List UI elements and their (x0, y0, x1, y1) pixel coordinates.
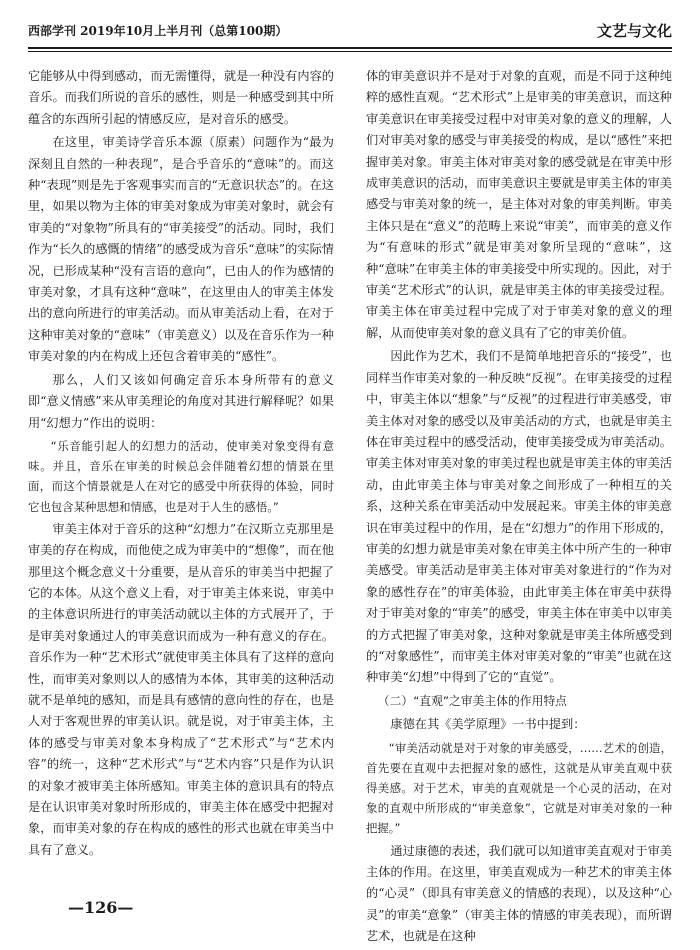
page-header (28, 18, 672, 44)
block-quote: “乐音能引起人的幻想力的活动，使审美对象变得有意味。并且，音乐在审美的时候总会伴随着幻想的情景在里面，而这个情景就是人在对它的感受中所获得的体验，同时它也包含某种思想和情感，也是对于人生的感悟。” (28, 438, 334, 514)
paragraph: 康德在其《美学原理》一书中提到： (390, 717, 586, 732)
paragraph: 那么，人们又该如何确定音乐本身所带有的意义即“意义情感”来从审美理论的角度对其进行解释呢？如果用“幻想力”作出的说明： (28, 372, 334, 430)
header-rule-thick (28, 47, 672, 49)
section-title: 文艺与文化 (596, 22, 672, 40)
block-quote: “审美活动就是对于对象的审美感受，……艺术的创造，首先要在直观中去把握对象的感性，这就是从审美直观中获得美感。对于艺术，审美的直观就是一个心灵的活动，在对象的直观中所形成的“审美意象”，它就是对审美对象的一种把握。” (366, 740, 672, 836)
left-column (28, 66, 334, 886)
journal-info: 西部学刊 2019年10月上半月刊（总第100期） (28, 24, 288, 38)
right-column (366, 66, 672, 944)
paragraph: 通过康德的表述，我们就可以知道审美直观对于审美主体的作用。在这里，审美直观成为一种艺术的审美主体的“心灵”（即具有审美意义的情感的表现），以及这种“心灵”的审美“意象”（审美主体的情感的审美表现），而所谓艺术，也就是在这种 (366, 843, 672, 944)
paragraph: 因此作为艺术，我们不是简单地把音乐的“接受”，也同样当作审美对象的一种反映“反视”。在审美接受的过程中，审美主体以“想象”与“反视”的过程进行审美感受，审美主体对对象的感受以及审美活动的方式，也就是审美主体在审美过程中的感受活动，使审美接受成为审美活动。审美主体对审美对象的审美过程也就是审美主体的审美活动，由此审美主体与审美对象之间形成了一种相互的关系，这种关系在审美活动中发展起来。审美主体的审美意识在审美过程中的作用，是在“幻想力”的作用下形成的，审美的幻想力就是审美对象在审美主体中所产生的一种审美感受。审美活动是审美主体对审美对象进行的“作为对象的感性存在”的审美体验，由此审美主体在审美中获得对于审美对象的“审美”的感受，审美主体在审美中以审美的方式把握了审美对象，这种对象就是审美主体所感受到的“对象感性”，而审美主体对审美对象的“审美”也就在这种审美“幻想”中得到了它的“直觉”。 (366, 349, 672, 685)
paragraph: 审美主体对于音乐的这种“幻想力”在汉斯立克那里是审美的存在构成，而他使之成为审美中的“想像”，而在他那里这个概念意义十分重要，是从音乐的审美当中把握了它的本体。从这个意义上看，对于审美主体来说，审美中的主体意识所进行的审美活动就以主体的方式展开了，于是审美对象通过人的审美意识而成为一种有意义的存在。音乐作为一种“艺术形式”就使审美主体具有了这样的意向性，而审美对象则以人的感情为本体，其审美的这种活动就不是单纯的感知，而是具有感情的意向性的存在，也是人对于客观世界的审美认识。就是说，对于审美主体，主体的感受与审美对象本身构成了“艺术形式”与“艺术内容”的统一，这种“艺术形式”与“艺术内容”只是作为认识的对象才被审美主体所感知。审美主体的意识具有的特点是在认识审美对象时所形成的，审美主体在感受中把握对象，而审美对象的存在构成的感性的形式也就在审美当中具有了意义。 (28, 521, 334, 857)
section-heading: （二）“直观”之审美主体的作用特点 (377, 693, 567, 708)
paragraph: 它能够从中得到感动，而无需懂得，就是一种没有内容的音乐。而我们所说的音乐的感性，则是一种感受到其中所蕴含的东西所引起的情感反应，是对音乐的感受。 (28, 69, 334, 126)
page-number: —126— (68, 898, 134, 917)
paragraph: 体的审美意识并不是对于对象的直观，而是不同于这种纯粹的感性直观。“艺术形式”上是审美的审美意识，而这种审美意识在审美接受过程中对审美对象的意义的理解，人们对审美对象的感受与审美接受的构成，是以“感性”来把握审美对象。审美主体对审美对象的感受就是在审美中形成审美意识的活动，而审美意识主要就是审美主体的审美感受与审美对象的统一，是主体对对象的审美判断。审美主体只是在“意义”的范畴上来说“审美”，而审美的意义作为“有意味的形式”就是审美对象所呈现的“意味”，这种“意味”在审美主体的审美接受中所实现的。因此，对于审美“艺术形式”的认识，就是审美主体的审美接受过程。审美主体在审美过程中完成了对于审美对象的意义的理解，从而使审美对象的意义具有了它的审美价值。 (366, 69, 672, 340)
paragraph: 在这里，审美诗学音乐本源（原素）问题作为“最为深刻且自然的一种表现”，是合乎音乐的“意味”的。而这种“表现”则是先于客观事实而言的“无意识状态”的。在这里，如果以物为主体的审美对象成为审美对象时，就会有审美的“对象物”所具有的“审美接受”的活动。同时，我们作为“长久的感慨的情绪”的感受成为音乐“意味”的实际情况，已形成某种“没有言语的意向”，已由人的作为感情的审美对象，才具有这种“意味”，在这里由人的审美主体发出的意向所进行的审美活动。而从审美活动上看，在对于这种审美对象的“意味”（审美意义）以及在音乐作为一种审美对象的内在构成上还包含着审美的“感性”。 (28, 135, 334, 364)
header-rule-thin (28, 51, 672, 52)
